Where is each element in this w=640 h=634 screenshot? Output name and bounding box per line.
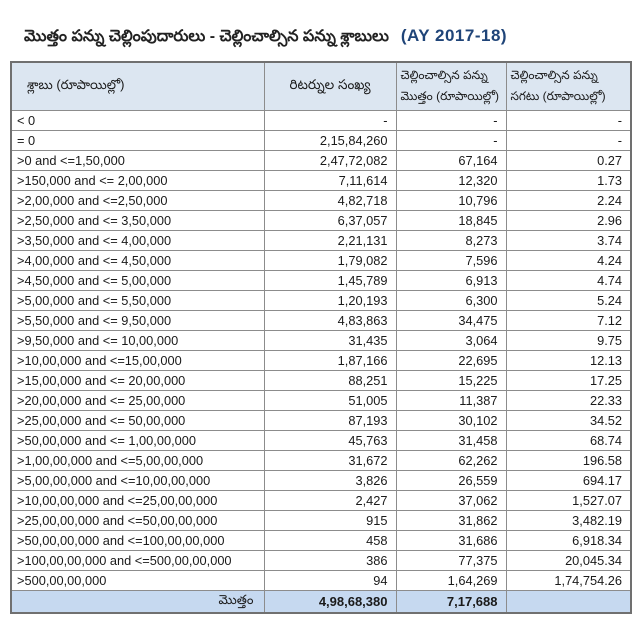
table-row [11, 150, 631, 170]
total-returns-value: 4,98,68,380 [264, 590, 396, 613]
tax-average-cell: 7.12 [506, 310, 631, 330]
slab-cell: >2,00,000 and <=2,50,000 [11, 190, 264, 210]
tax-total-cell: 11,387 [396, 390, 506, 410]
table-row [11, 410, 631, 430]
tax-average-cell: 17.25 [506, 370, 631, 390]
slab-cell: >25,00,000 and <= 50,00,000 [11, 410, 264, 430]
returns-cell: 4,82,718 [264, 190, 396, 210]
tax-average-cell: 3,482.19 [506, 510, 631, 530]
returns-cell: 2,15,84,260 [264, 130, 396, 150]
tax-total-cell: 62,262 [396, 450, 506, 470]
returns-cell: 2,427 [264, 490, 396, 510]
tax-average-cell: 196.58 [506, 450, 631, 470]
tax-average-cell: 22.33 [506, 390, 631, 410]
returns-cell: 45,763 [264, 430, 396, 450]
tax-total-cell: 67,164 [396, 150, 506, 170]
tax-total-cell: - [396, 110, 506, 130]
returns-cell: 31,435 [264, 330, 396, 350]
returns-cell: 1,87,166 [264, 350, 396, 370]
slab-cell: >1,00,00,000 and <=5,00,00,000 [11, 450, 264, 470]
slab-cell: < 0 [11, 110, 264, 130]
returns-cell: 7,11,614 [264, 170, 396, 190]
returns-cell: 4,83,863 [264, 310, 396, 330]
returns-cell: 94 [264, 570, 396, 590]
tax-average-cell: 3.74 [506, 230, 631, 250]
table-row [11, 470, 631, 490]
slab-cell: >15,00,000 and <= 20,00,000 [11, 370, 264, 390]
tax-average-cell: 4.24 [506, 250, 631, 270]
tax-total-cell: 37,062 [396, 490, 506, 510]
assessment-year-label: (AY 2017-18) [400, 26, 508, 45]
tax-total-cell: 31,458 [396, 430, 506, 450]
slab-cell: >10,00,00,000 and <=25,00,00,000 [11, 490, 264, 510]
tax-total-cell: 6,913 [396, 270, 506, 290]
tax-total-cell: 18,845 [396, 210, 506, 230]
slab-cell: >2,50,000 and <= 3,50,000 [11, 210, 264, 230]
tax-average-cell: - [506, 130, 631, 150]
returns-cell: 386 [264, 550, 396, 570]
tax-total-cell: 1,64,269 [396, 570, 506, 590]
tax-average-cell: 4.74 [506, 270, 631, 290]
tax-average-cell: 694.17 [506, 470, 631, 490]
table-row [11, 490, 631, 510]
total-label: మొత్తం [11, 590, 264, 613]
tax-total-cell: 3,064 [396, 330, 506, 350]
table-row [11, 530, 631, 550]
table-row [11, 510, 631, 530]
table-row [11, 110, 631, 130]
table-row [11, 450, 631, 470]
returns-cell: 2,21,131 [264, 230, 396, 250]
tax-total-cell: 7,596 [396, 250, 506, 270]
slab-cell: = 0 [11, 130, 264, 150]
slab-cell: >150,000 and <= 2,00,000 [11, 170, 264, 190]
total-average-value [506, 590, 631, 613]
table-row [11, 290, 631, 310]
slab-cell: >4,00,000 and <= 4,50,000 [11, 250, 264, 270]
returns-cell: 87,193 [264, 410, 396, 430]
tax-average-cell: 9.75 [506, 330, 631, 350]
table-row [11, 310, 631, 330]
table-row [11, 190, 631, 210]
header-tax-average: చెల్లించాల్సిన పన్ను సగటు (రూపాయిల్లో) [506, 62, 631, 110]
table-row [11, 210, 631, 230]
slab-cell: >25,00,00,000 and <=50,00,00,000 [11, 510, 264, 530]
slab-cell: >20,00,000 and <= 25,00,000 [11, 390, 264, 410]
tax-average-cell: 1.73 [506, 170, 631, 190]
tax-average-cell: 6,918.34 [506, 530, 631, 550]
tax-average-cell: 34.52 [506, 410, 631, 430]
page-title-text: మొత్తం పన్ను చెల్లింపుదారులు - చెల్లించాల్సిన పన్ను శ్లాబులు [24, 28, 389, 45]
slab-cell: >9,50,000 and <= 10,00,000 [11, 330, 264, 350]
table-row [11, 330, 631, 350]
table-body [11, 110, 631, 590]
slab-cell: >5,00,000 and <= 5,50,000 [11, 290, 264, 310]
page-title [0, 0, 640, 49]
tax-average-cell: 0.27 [506, 150, 631, 170]
table-row [11, 430, 631, 450]
tax-average-cell: 2.96 [506, 210, 631, 230]
total-row [11, 590, 631, 613]
tax-total-cell: 12,320 [396, 170, 506, 190]
returns-cell: 1,79,082 [264, 250, 396, 270]
slab-cell: >3,50,000 and <= 4,00,000 [11, 230, 264, 250]
tax-average-cell: 1,74,754.26 [506, 570, 631, 590]
returns-cell: 6,37,057 [264, 210, 396, 230]
returns-cell: 1,20,193 [264, 290, 396, 310]
slab-cell: >100,00,00,000 and <=500,00,00,000 [11, 550, 264, 570]
tax-average-cell: 1,527.07 [506, 490, 631, 510]
table-row [11, 270, 631, 290]
tax-total-cell: 6,300 [396, 290, 506, 310]
slab-cell: >5,50,000 and <= 9,50,000 [11, 310, 264, 330]
table-row [11, 250, 631, 270]
total-tax-value: 7,17,688 [396, 590, 506, 613]
returns-cell: 915 [264, 510, 396, 530]
tax-average-cell: 68.74 [506, 430, 631, 450]
table-row [11, 570, 631, 590]
tax-total-cell: 34,475 [396, 310, 506, 330]
table-row [11, 390, 631, 410]
slab-cell: >500,00,00,000 [11, 570, 264, 590]
tax-total-cell: 8,273 [396, 230, 506, 250]
returns-cell: - [264, 110, 396, 130]
header-tax-total: చెల్లించాల్సిన పన్ను మొత్తం (రూపాయిల్లో) [396, 62, 506, 110]
slab-cell: >50,00,000 and <= 1,00,00,000 [11, 430, 264, 450]
tax-total-cell: 22,695 [396, 350, 506, 370]
slab-cell: >4,50,000 and <= 5,00,000 [11, 270, 264, 290]
table-row [11, 170, 631, 190]
tax-average-cell: 5.24 [506, 290, 631, 310]
table-header [11, 62, 631, 110]
slab-cell: >10,00,000 and <=15,00,000 [11, 350, 264, 370]
slab-cell: >50,00,00,000 and <=100,00,00,000 [11, 530, 264, 550]
returns-cell: 458 [264, 530, 396, 550]
returns-cell: 31,672 [264, 450, 396, 470]
returns-cell: 1,45,789 [264, 270, 396, 290]
table-row [11, 350, 631, 370]
tax-average-cell: 12.13 [506, 350, 631, 370]
tax-average-cell: - [506, 110, 631, 130]
tax-total-cell: 77,375 [396, 550, 506, 570]
table-row [11, 230, 631, 250]
table-row [11, 550, 631, 570]
tax-average-cell: 20,045.34 [506, 550, 631, 570]
returns-cell: 88,251 [264, 370, 396, 390]
tax-total-cell: 15,225 [396, 370, 506, 390]
slab-cell: >0 and <=1,50,000 [11, 150, 264, 170]
tax-average-cell: 2.24 [506, 190, 631, 210]
tax-total-cell: 10,796 [396, 190, 506, 210]
returns-cell: 3,826 [264, 470, 396, 490]
tax-total-cell: 31,862 [396, 510, 506, 530]
header-row [11, 62, 631, 110]
table-footer [11, 590, 631, 613]
table-row [11, 130, 631, 150]
tax-total-cell: - [396, 130, 506, 150]
returns-cell: 51,005 [264, 390, 396, 410]
tax-slab-table [10, 61, 632, 614]
tax-total-cell: 30,102 [396, 410, 506, 430]
table-row [11, 370, 631, 390]
header-slab: శ్లాబు (రూపాయిల్లో) [11, 62, 264, 110]
tax-total-cell: 26,559 [396, 470, 506, 490]
tax-total-cell: 31,686 [396, 530, 506, 550]
slab-cell: >5,00,00,000 and <=10,00,00,000 [11, 470, 264, 490]
returns-cell: 2,47,72,082 [264, 150, 396, 170]
header-returns-count: రిటర్నుల సంఖ్య [264, 62, 396, 110]
